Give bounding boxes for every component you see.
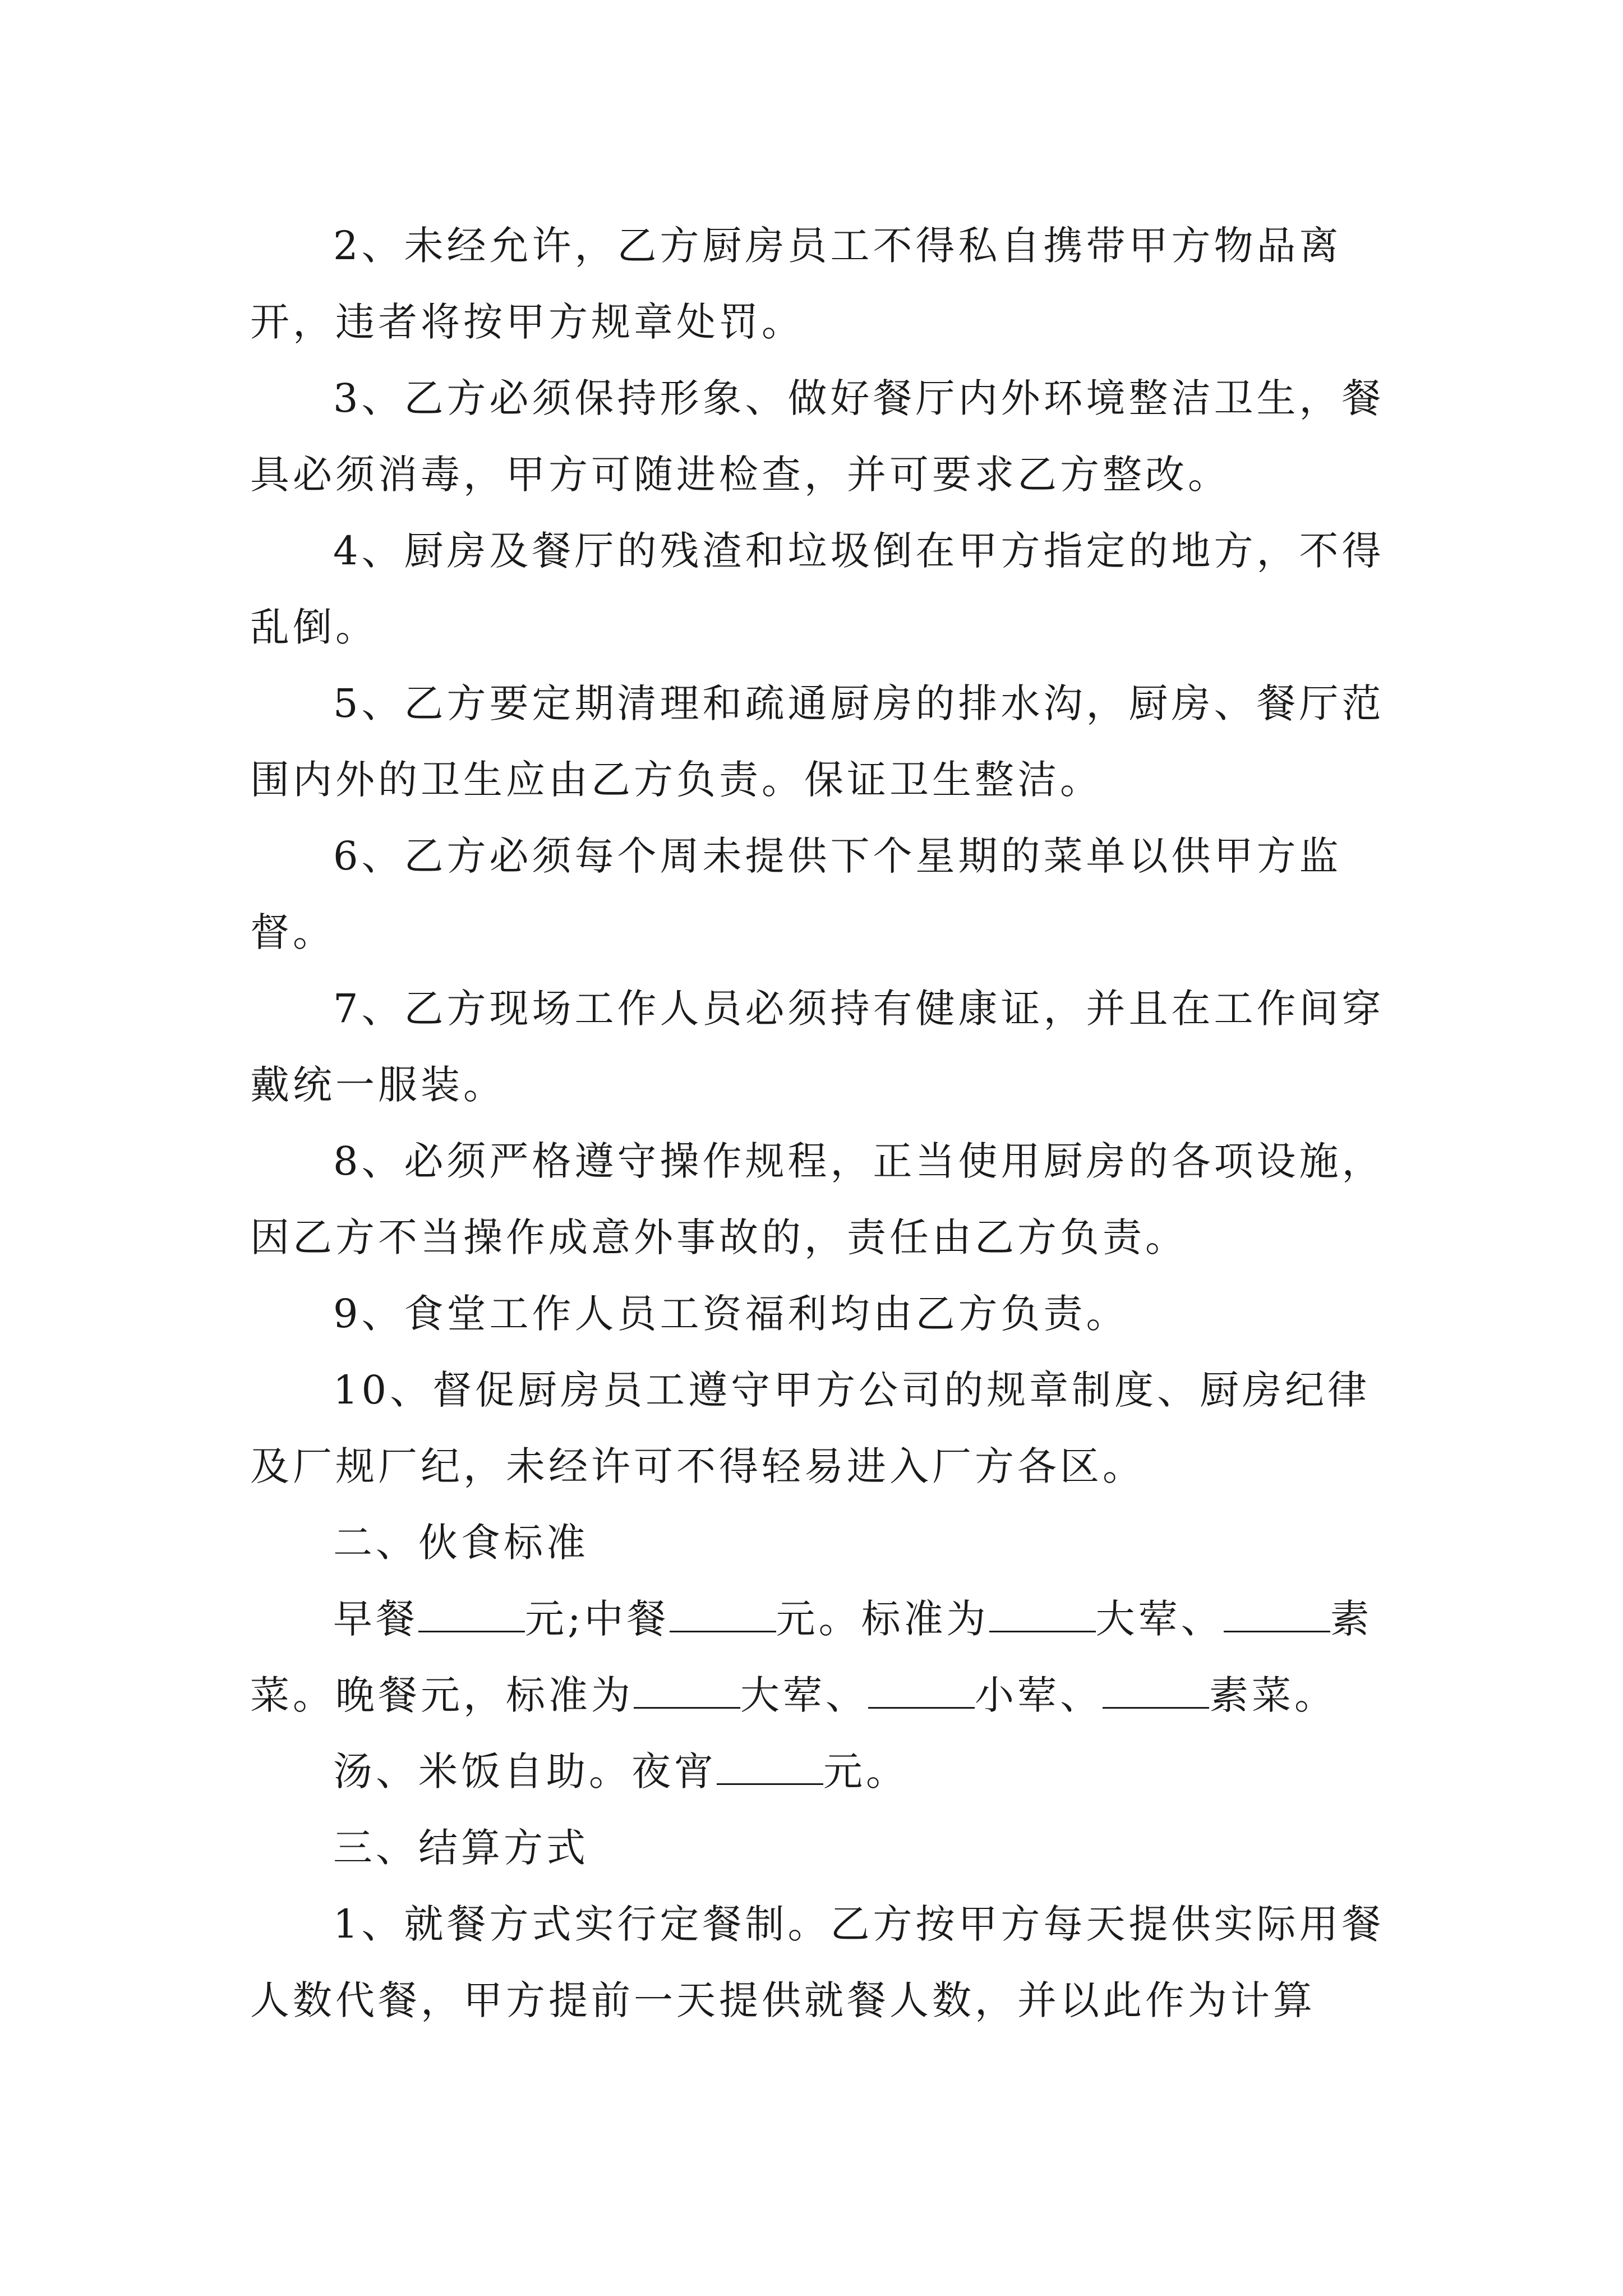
blank-field[interactable] <box>989 1597 1096 1632</box>
meal-standard-line <box>250 1581 1394 1733</box>
blank-field[interactable] <box>670 1597 776 1632</box>
meal-text: 汤、米饭自助。夜宵 <box>333 1749 717 1795</box>
meal-text: 大荤、 <box>1095 1596 1224 1642</box>
clause-2: 2、未经允许，乙方厨房员工不得私自携带甲方物品离开，违者将按甲方规章处罚。 <box>250 223 1342 345</box>
meal-text: 素菜。晚餐元，标准为 <box>250 1596 1373 1718</box>
meal-text: 元;中餐 <box>525 1596 670 1642</box>
clause-5: 5、乙方要定期清理和疏通厨房的排水沟，厨房、餐厅范围内外的卫生应由乙方负责。保证卫生整洁。 <box>250 680 1385 803</box>
clause-3: 3、乙方必须保持形象、做好餐厅内外环境整洁卫生，餐具必须消毒，甲方可随进检查，并可要求乙方整改。 <box>250 375 1385 498</box>
clause-10: 10、督促厨房员工遵守甲方公司的规章制度、厨房纪律及厂规厂纪，未经许可不得轻易进入厂方各区。 <box>250 1367 1371 1489</box>
blank-field[interactable] <box>418 1597 525 1632</box>
meal-text: 元。 <box>823 1749 909 1795</box>
blank-field[interactable] <box>868 1673 975 1709</box>
clause-6: 6、乙方必须每个周未提供下个星期的菜单以供甲方监督。 <box>250 833 1342 955</box>
clause-7: 7、乙方现场工作人员必须持有健康证，并且在工作间穿戴统一服装。 <box>250 986 1385 1108</box>
blank-field[interactable] <box>717 1750 823 1785</box>
section-heading-settlement: 三、结算方式 <box>333 1825 589 1871</box>
meal-text: 大荤、 <box>740 1672 868 1718</box>
meal-text: 小荤、 <box>975 1672 1103 1718</box>
settlement-clause-1: 1、就餐方式实行定餐制。乙方按甲方每天提供实际用餐人数代餐，甲方提前一天提供就餐人数，并以此作为计算 <box>250 1901 1385 2023</box>
clause-8: 8、必须严格遵守操作规程，正当使用厨房的各项设施，因乙方不当操作成意外事故的，责任由乙方负责。 <box>250 1138 1385 1260</box>
blank-field[interactable] <box>1224 1597 1330 1632</box>
section-heading-meal-standard: 二、伙食标准 <box>333 1520 589 1566</box>
meal-text: 早餐 <box>333 1596 418 1642</box>
meal-text: 元。标准为 <box>776 1596 989 1642</box>
meal-text: 素菜。 <box>1209 1672 1337 1718</box>
meal-standard-supper <box>250 1733 1394 1810</box>
blank-field[interactable] <box>1103 1673 1209 1709</box>
clause-4: 4、厨房及餐厅的残渣和垃圾倒在甲方指定的地方，不得乱倒。 <box>250 528 1385 650</box>
clause-9: 9、食堂工作人员工资福利均由乙方负责。 <box>333 1291 1129 1337</box>
blank-field[interactable] <box>634 1673 740 1709</box>
document-body <box>250 208 1394 2039</box>
